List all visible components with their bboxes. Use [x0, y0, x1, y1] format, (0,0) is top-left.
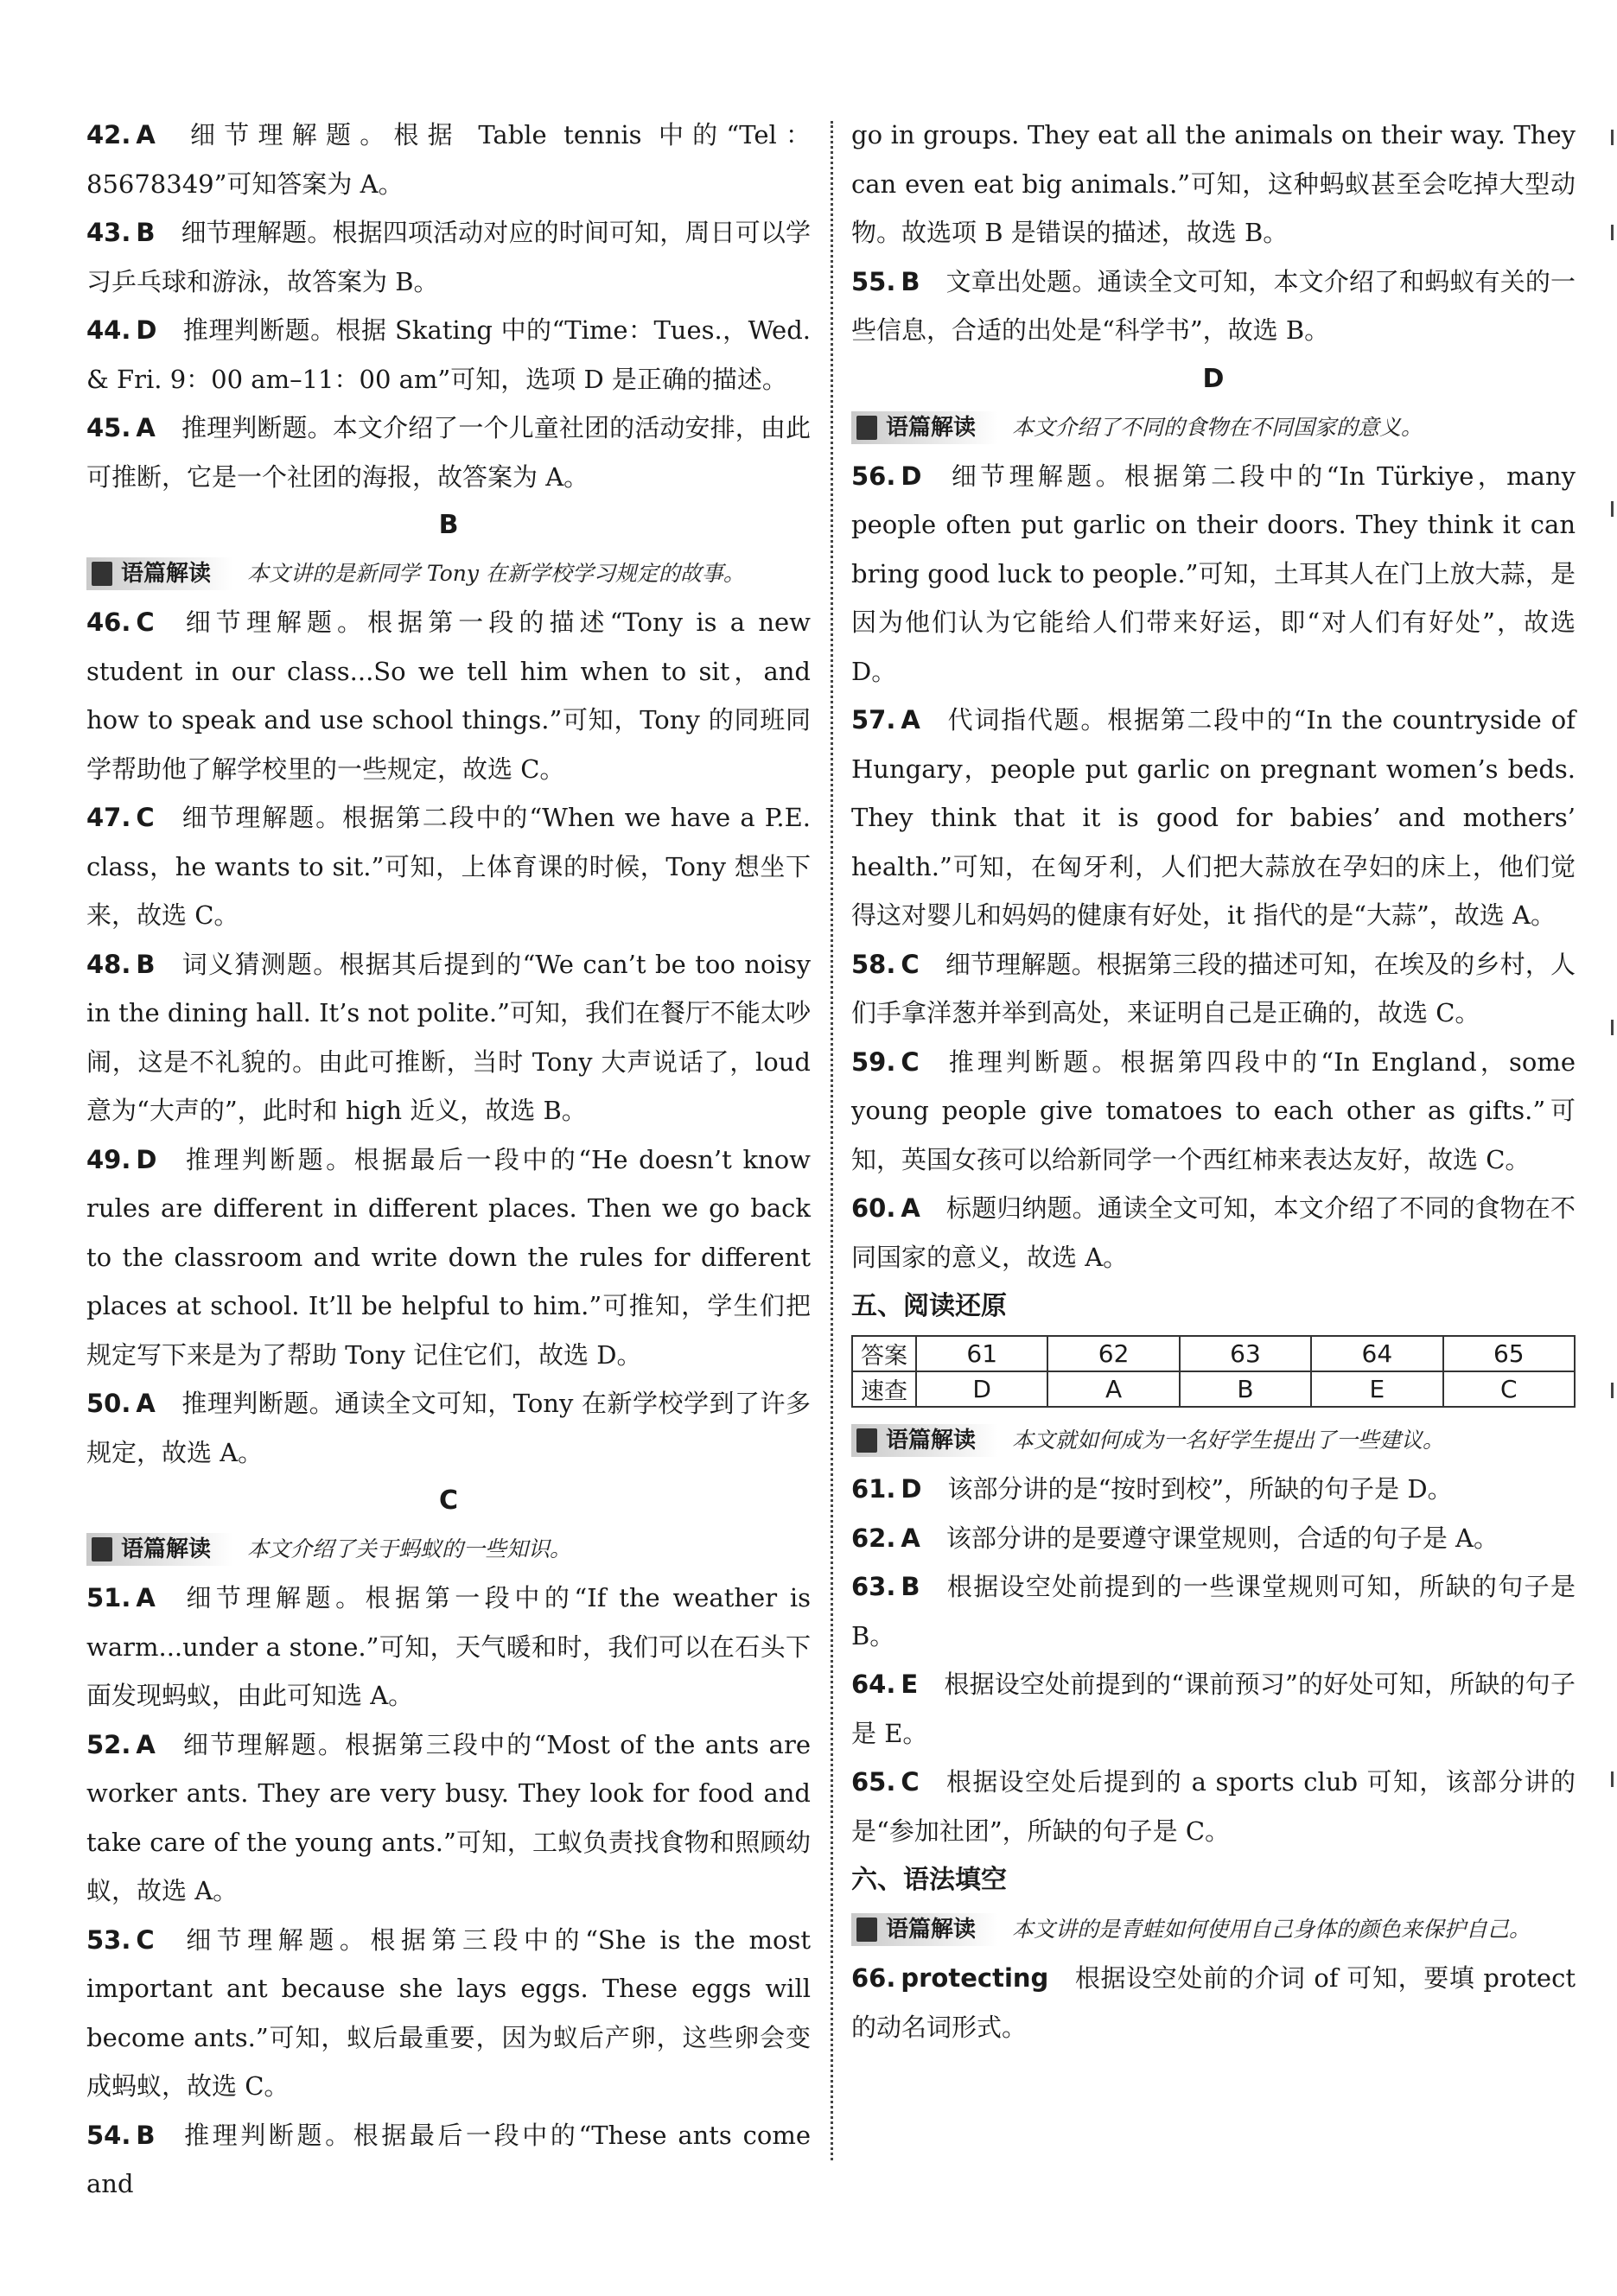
answer-letter: A: [901, 1193, 920, 1223]
question-number: 49.: [86, 1144, 131, 1174]
answers-section-5: [851, 1465, 1576, 1855]
question-number: 54.: [86, 2120, 131, 2150]
answer-item: [86, 306, 811, 404]
answer-item: [851, 1562, 1576, 1660]
answer-item: [851, 1954, 1576, 2051]
answer-letter: B: [136, 949, 156, 979]
explanation-text: 推理判断题。本文介绍了一个儿童社团的活动安排，由此可推断，它是一个社团的海报，故答案为 A。: [86, 413, 811, 492]
answer-letter: C: [901, 1046, 920, 1077]
question-number-cell: 62: [1047, 1336, 1179, 1371]
reading-summary-6: [851, 1905, 1576, 1954]
explanation-text: 细节理解题。根据第三段的描述可知，在埃及的乡村，人们手拿洋葱并举到高处，来证明自己是正确的，故选 C。: [851, 949, 1576, 1027]
explanation-text: 推理判断题。通读全文可知，Tony 在新学校学到了许多规定，故选 A。: [86, 1389, 811, 1467]
answer-item: [86, 1135, 811, 1380]
explanation-text: 根据设空处前提到的一些课堂规则可知，所缺的句子是 B。: [851, 1572, 1576, 1650]
quick-answer-table: [851, 1335, 1576, 1408]
answer-letter: A: [136, 413, 156, 442]
answer-letter: D: [136, 315, 157, 345]
explanation-text: 细节理解题。根据第二段中的“When we have a P.E. class，he wants to sit.”可知，上体育课的时候，Tony 想坐下来，故选 C。: [86, 803, 811, 930]
explanation-text: 推理判断题。根据 Skating 中的“Time：Tues.，Wed. & Fri. 9：00 am–11：00 am”可知，选项 D 是正确的描述。: [86, 315, 811, 394]
book-icon: [856, 1428, 877, 1453]
section-heading-6: 六、语法填空: [851, 1865, 1007, 1895]
reading-tag: 语篇解读: [851, 1424, 998, 1457]
explanation-text: 代词指代题。根据第二段中的“In the countryside of Hungary，people put garlic on pregnant women’s beds. They think that it is good for babies’ and mothers’ health.”可知，在匈牙利，人们把大蒜放在孕妇的床上，他们觉得这对婴儿和妈妈的健康有好处，it 指代的是“大蒜”，故选 A。: [851, 705, 1576, 930]
explanation-text: 细节理解题。根据第三段中的“She is the most important ant because she lays eggs. These eggs will become ants.”可知，蚁后最重要，因为蚁后产卵，这些卵会变成蚂蚁，故选 C。: [86, 1924, 811, 2101]
answer-item: [86, 940, 811, 1135]
summary-text: 本文讲的是新同学 Tony 在新学校学习规定的故事。: [247, 561, 745, 586]
answer-item: [86, 2111, 811, 2209]
answer-item: [86, 404, 811, 501]
question-number: 58.: [851, 949, 896, 979]
summary-text: 本文就如何成为一名好学生提出了一些建议。: [1012, 1428, 1445, 1453]
answer-item: [86, 598, 811, 793]
section-letter-d: D: [1202, 363, 1225, 394]
answer-cell: A: [1047, 1371, 1179, 1407]
question-number: 53.: [86, 1924, 131, 1955]
answer-letter: A: [136, 120, 156, 149]
book-icon: [92, 1537, 112, 1561]
question-number: 44.: [86, 315, 131, 345]
section-heading-5: 五、阅读还原: [851, 1291, 1007, 1321]
right-column: [851, 111, 1576, 2051]
summary-text: 本文讲的是青蛙如何使用自己身体的颜色来保护自己。: [1012, 1917, 1531, 1942]
page-edge-marks: [1591, 0, 1617, 2296]
question-number: 62.: [851, 1523, 896, 1553]
question-number-cell: 63: [1180, 1336, 1311, 1371]
section-letter-c: C: [438, 1485, 459, 1516]
explanation-text: 文章出处题。通读全文可知，本文介绍了和蚂蚁有关的一些信息，合适的出处是“科学书”，故选 B。: [851, 266, 1576, 345]
answer-letter: D: [901, 461, 922, 491]
column-divider: [831, 121, 833, 2160]
question-number: 64.: [851, 1670, 896, 1699]
question-number: 46.: [86, 607, 131, 637]
book-icon: [856, 1918, 877, 1942]
question-number: 55.: [851, 266, 896, 296]
question-number: 52.: [86, 1729, 131, 1759]
answer-letter: D: [136, 1144, 157, 1174]
left-column: [86, 111, 811, 2209]
answer-letter: protecting: [901, 1963, 1049, 1993]
answer-letter: A: [901, 1523, 920, 1553]
answers-section-d: [851, 452, 1576, 1282]
answer-cell: B: [1180, 1371, 1311, 1407]
summary-text: 本文介绍了关于蚂蚁的一些知识。: [247, 1536, 572, 1561]
reading-tag: 语篇解读: [851, 1913, 998, 1946]
table-row: [852, 1336, 1575, 1371]
answer-item: [851, 1465, 1576, 1514]
answer-item: [86, 1379, 811, 1477]
reading-summary-c: [86, 1525, 811, 1574]
question-number-cell: 61: [916, 1336, 1047, 1371]
answer-item: [86, 208, 811, 306]
book-icon: [856, 416, 877, 440]
answer-letter: B: [901, 1572, 920, 1601]
table-label: 答案: [852, 1336, 916, 1371]
answer-letter: C: [136, 803, 155, 832]
answers-section-c: [86, 1574, 811, 2209]
answer-letter: A: [136, 1729, 156, 1759]
answer-item: [851, 1514, 1576, 1563]
answer-letter: A: [136, 1389, 156, 1418]
answer-item: [86, 1916, 811, 2111]
explanation-text: 根据设空处后提到的 a sports club 可知，该部分讲的是“参加社团”，所缺的句子是 C。: [851, 1767, 1576, 1846]
book-icon: [92, 562, 112, 586]
question-number: 51.: [86, 1583, 131, 1612]
question-number: 60.: [851, 1193, 896, 1223]
question-number: 59.: [851, 1046, 896, 1077]
summary-text: 本文介绍了不同的食物在不同国家的意义。: [1012, 414, 1423, 440]
answer-letter: C: [901, 1767, 920, 1797]
question-number: 65.: [851, 1767, 896, 1797]
answer-letter: C: [136, 1924, 155, 1955]
answers-section-a: [86, 111, 811, 501]
explanation-text: 推理判断题。根据最后一段中的“These ants come and: [86, 2120, 811, 2198]
reading-tag: 语篇解读: [86, 557, 233, 590]
reading-summary-5: [851, 1416, 1576, 1465]
reading-summary-d: [851, 404, 1576, 452]
answer-letter: B: [901, 266, 920, 296]
question-number: 43.: [86, 218, 131, 247]
answer-cell: E: [1311, 1371, 1442, 1407]
answer-item: [851, 940, 1576, 1038]
explanation-text: 该部分讲的是“按时到校”，所缺的句子是 D。: [947, 1474, 1453, 1504]
answer-item: [851, 452, 1576, 696]
table-row: [852, 1371, 1575, 1407]
answers-section-b: [86, 598, 811, 1477]
explanation-text: 根据设空处前提到的“课前预习”的好处可知，所缺的句子是 E。: [851, 1670, 1576, 1748]
answers-section-6: [851, 1954, 1576, 2051]
question-number-cell: 64: [1311, 1336, 1442, 1371]
explanation-text: 细节理解题。根据第一段的描述“Tony is a new student in our class...So we tell him when to sit，and how to speak and use school things.”可知，Tony 的同班同学帮助他了解学校里的一些规定，故选 C。: [86, 607, 811, 784]
question-number: 61.: [851, 1474, 896, 1504]
answer-letter: B: [136, 2120, 156, 2150]
answers-section-c-end: [851, 258, 1576, 355]
question-number: 47.: [86, 803, 131, 832]
question-number: 42.: [86, 120, 131, 149]
explanation-text: 细节理解题。根据四项活动对应的时间可知，周日可以学习乒乓球和游泳，故答案为 B。: [86, 218, 811, 296]
explanation-text: 细节理解题。根据第一段中的“If the weather is warm...under a stone.”可知，天气暖和时，我们可以在石头下面发现蚂蚁，由此可知选 A。: [86, 1583, 811, 1710]
answer-item: [851, 696, 1576, 940]
answer-item: [851, 1660, 1576, 1758]
question-number-cell: 65: [1443, 1336, 1575, 1371]
explanation-text: 细节理解题。根据第三段中的“Most of the ants are worker ants. They are very busy. They look for food and take care of the young ants.”可知，工蚁负责找食物和照顾幼蚁，故选 A。: [86, 1729, 811, 1905]
explanation-text: 推理判断题。根据最后一段中的“He doesn’t know rules are different in different places. Then we go back to the classroom and write down the rules for different places at school. It’ll be helpful to him.”可推知，学生们把规定写下来是为了帮助 Tony 记住它们，故选 D。: [86, 1144, 811, 1370]
answer-item: [86, 111, 811, 208]
explanation-text: 细节理解题。根据第二段中的“In Türkiye，many people often put garlic on their doors. They think it can bring good luck to people.”可知，土耳其人在门上放大蒜，是因为他们认为它能给人们带来好运，即“对人们有好处”，故选 D。: [851, 461, 1576, 686]
explanation-text: 该部分讲的是要遵守课堂规则，合适的句子是 A。: [945, 1523, 1499, 1553]
answer-item: [86, 1574, 811, 1720]
answer-item: [851, 1758, 1576, 1855]
table-label: 速查: [852, 1371, 916, 1407]
answer-letter: A: [901, 705, 920, 735]
answer-item: [86, 1720, 811, 1916]
reading-tag: 语篇解读: [851, 411, 998, 444]
question-number: 48.: [86, 949, 131, 979]
explanation-text: 推理判断题。根据第四段中的“In England，some young people give tomatoes to each other as gifts.”可知，英国女孩可以给新同学一个西红柿来表达友好，故选 C。: [851, 1046, 1576, 1174]
question-number: 56.: [851, 461, 896, 491]
explanation-text: 根据设空处前的介词 of 可知，要填 protect 的动名词形式。: [851, 1963, 1576, 2042]
question-number: 45.: [86, 413, 131, 442]
answer-letter: E: [901, 1670, 919, 1699]
answer-item: [86, 793, 811, 940]
question-number: 63.: [851, 1572, 896, 1601]
question-number: 50.: [86, 1389, 131, 1418]
answer-item: [851, 258, 1576, 355]
reading-summary-b: [86, 550, 811, 598]
answer-letter: A: [136, 1583, 156, 1612]
section-letter-b: B: [438, 510, 459, 540]
answer-cell: D: [916, 1371, 1047, 1407]
question-number: 66.: [851, 1963, 896, 1993]
answer-item: [851, 1038, 1576, 1185]
continuation-text: go in groups. They eat all the animals on their way. They can even eat big animals.”可知，这种蚂蚁甚至会吃掉大型动物。故选项 B 是错误的描述，故选 B。: [851, 120, 1576, 247]
explanation-text: 词义猜测题。根据其后提到的“We can’t be too noisy in the dining hall. It’s not polite.”可知，我们在餐厅不能太吵闹，这是不礼貌的。由此可推断，当时 Tony 大声说话了，loud 意为“大声的”，此时和 high 近义，故选 B。: [86, 949, 811, 1125]
answer-letter: B: [136, 218, 156, 247]
answer-letter: D: [901, 1474, 922, 1504]
explanation-text: 细节理解题。根据 Table tennis 中的“Tel：85678349”可知答案为 A。: [86, 120, 811, 199]
explanation-text: 标题归纳题。通读全文可知，本文介绍了不同的食物在不同国家的意义，故选 A。: [851, 1193, 1576, 1272]
question-number: 57.: [851, 705, 896, 735]
answer-item: [851, 1184, 1576, 1282]
answer-letter: C: [136, 607, 155, 637]
answer-cell: C: [1443, 1371, 1575, 1407]
reading-tag: 语篇解读: [86, 1533, 233, 1566]
answer-letter: C: [901, 949, 920, 979]
